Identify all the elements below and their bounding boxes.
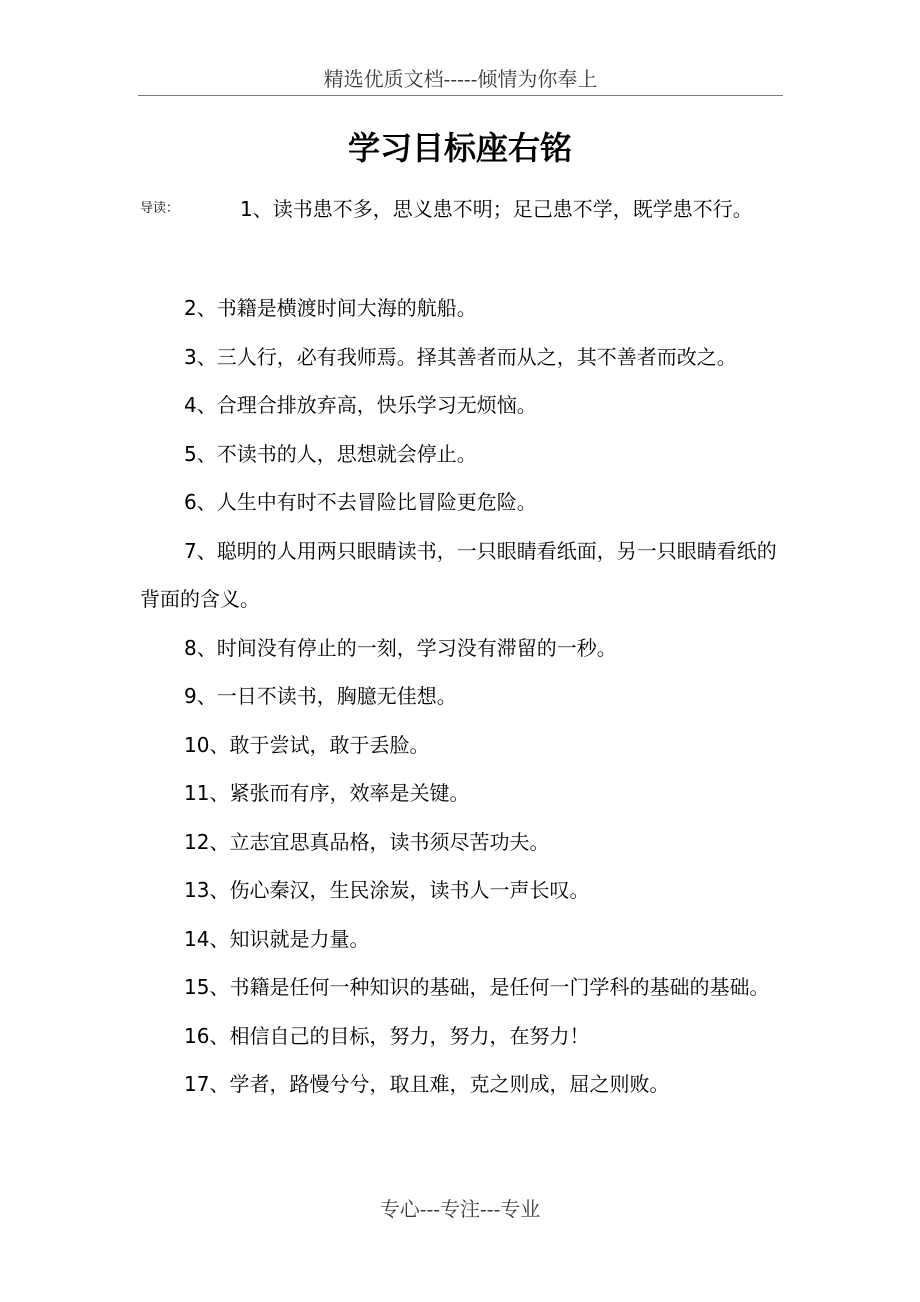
page-footer: 专心---专注---专业 (379, 1197, 541, 1221)
list-item: 3、三人行，必有我师焉。择其善者而从之，其不善者而改之。 (184, 344, 737, 369)
list-item: 13、伤心秦汉，生民涂炭，读书人一声长叹。 (184, 878, 590, 902)
list-item: 5、不读书的人，思想就会停止。 (184, 441, 477, 466)
list-item: 8、时间没有停止的一刻，学习没有滞留的一秒。 (184, 635, 617, 660)
list-item: 6、人生中有时不去冒险比冒险更危险。 (184, 490, 537, 514)
list-item: 14、知识就是力量。 (184, 926, 370, 951)
header-divider (138, 95, 783, 96)
intro-label: 导读： (140, 201, 180, 216)
list-item: 2、书籍是横渡时间大海的航船。 (184, 296, 477, 320)
document-title: 学习目标座右铭 (347, 129, 572, 167)
list-item: 7、聪明的人用两只眼睛读书，一只眼睛看纸面，另一只眼睛看纸的背面的含义。 (140, 538, 777, 611)
list-item: 16、相信自己的目标，努力，努力，在努力！ (184, 1023, 590, 1048)
list-item: 15、书籍是任何一种知识的基础，是任何一门学科的基础的基础。 (184, 975, 770, 999)
list-item: 12、立志宜思真品格，读书须尽苦功夫。 (184, 829, 550, 854)
intro-text: 1、读书患不多，思义患不明；足己患不学，既学患不行。 (240, 197, 753, 221)
page-header: 精选优质文档-----倾情为你奉上 (323, 67, 598, 91)
list-item: 4、合理合排放弃高，快乐学习无烦恼。 (184, 393, 537, 417)
list-item: 17、学者，路慢兮兮，取且难，克之则成，屈之则败。 (184, 1072, 670, 1096)
list-item: 11、紧张而有序，效率是关键。 (184, 781, 470, 805)
list-item: 9、一日不读书，胸臆无佳想。 (184, 684, 457, 708)
list-item: 10、敢于尝试，敢于丢脸。 (184, 732, 430, 757)
motto-list (140, 284, 785, 1109)
